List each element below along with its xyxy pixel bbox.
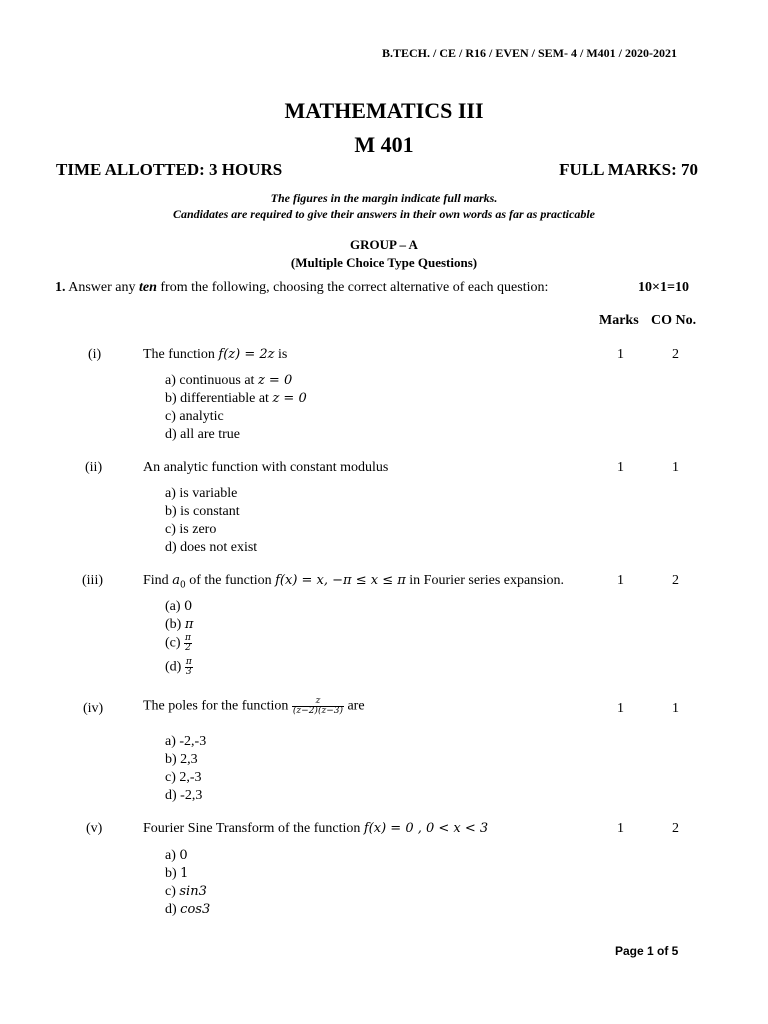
fraction-denominator: 3 bbox=[185, 667, 192, 677]
group-subtitle: (Multiple Choice Type Questions) bbox=[290, 255, 478, 270]
math-subscript: 0 bbox=[179, 580, 186, 591]
question-number: (i) bbox=[88, 347, 102, 362]
option bbox=[165, 485, 257, 503]
option bbox=[165, 883, 210, 901]
option bbox=[165, 598, 193, 616]
subject-code: M 401 bbox=[354, 132, 414, 157]
math-expression: z = 0 bbox=[257, 373, 293, 388]
time-allotted: TIME ALLOTTED: 3 HOURS bbox=[56, 160, 283, 179]
option-label: c) bbox=[165, 770, 176, 785]
fraction-numerator: π bbox=[185, 657, 192, 667]
option-label: (c) bbox=[165, 635, 181, 651]
math-expression: f(x) = 0 , 0 < x < 3 bbox=[363, 821, 489, 836]
option-label: a) bbox=[165, 848, 176, 863]
math-expression: f(z) = 2z bbox=[218, 347, 275, 362]
question-co: 2 bbox=[672, 347, 679, 362]
instruction-note: The figures in the margin indicate full marks. bbox=[270, 191, 498, 205]
question-1-instruction bbox=[55, 280, 548, 296]
math-expression: 1 bbox=[180, 866, 189, 881]
question-number: 1. bbox=[55, 280, 66, 295]
option-label: c) bbox=[165, 884, 176, 899]
option bbox=[165, 901, 210, 919]
option bbox=[165, 865, 210, 883]
option-label: d) bbox=[165, 427, 177, 442]
fraction-denominator: (z−2)(z−3) bbox=[292, 706, 343, 716]
option bbox=[165, 616, 193, 634]
option-label: d) bbox=[165, 902, 177, 917]
option-list bbox=[165, 733, 206, 805]
question-text-part: The poles for the function bbox=[143, 698, 289, 714]
math-expression: f(x) = x, −π ≤ x ≤ π bbox=[275, 573, 406, 588]
option-label: b) bbox=[165, 391, 177, 406]
marks-column-header: Marks bbox=[599, 313, 639, 328]
math-fraction bbox=[184, 634, 192, 653]
option-text: continuous at bbox=[179, 373, 255, 388]
option bbox=[165, 539, 257, 557]
fraction-denominator: 2 bbox=[185, 643, 191, 653]
option-label: c) bbox=[165, 522, 176, 537]
question-marks: 1 bbox=[617, 701, 624, 716]
fraction-numerator: z bbox=[292, 697, 344, 707]
math-symbol: a bbox=[172, 573, 180, 588]
option-label: c) bbox=[165, 409, 176, 424]
question-text-part: Fourier Sine Transform of the function bbox=[143, 821, 361, 836]
option-label: a) bbox=[165, 486, 176, 501]
math-expression bbox=[172, 573, 186, 591]
question-text bbox=[143, 573, 564, 591]
question-text-part: are bbox=[347, 698, 365, 714]
question-text-part: in Fourier series expansion. bbox=[409, 573, 565, 588]
option bbox=[165, 503, 257, 521]
co-column-header: CO No. bbox=[651, 313, 697, 328]
option-label: d) bbox=[165, 788, 177, 803]
option-text: -2,-3 bbox=[179, 734, 207, 749]
question-text bbox=[143, 697, 365, 716]
question-marks: 1 bbox=[617, 347, 624, 362]
option-text: is zero bbox=[179, 522, 217, 537]
option-text: is variable bbox=[179, 486, 238, 501]
question-marks: 1 bbox=[617, 821, 624, 836]
question-1-marks: 10×1=10 bbox=[638, 280, 689, 295]
option-text: 2,-3 bbox=[179, 770, 202, 785]
option bbox=[165, 634, 193, 658]
fraction-numerator: π bbox=[185, 633, 191, 643]
option-text: 2,3 bbox=[180, 752, 198, 767]
group-title: GROUP – A bbox=[350, 237, 418, 252]
option bbox=[165, 733, 206, 751]
question-text-part: The function bbox=[143, 347, 215, 362]
option-text: is constant bbox=[180, 504, 240, 519]
paper-code: B.TECH. / CE / R16 / EVEN / SEM- 4 / M401 / 2020-2021 bbox=[381, 46, 677, 60]
option-text: differentiable at bbox=[180, 391, 269, 406]
math-expression: cos3 bbox=[180, 902, 211, 917]
question-marks: 1 bbox=[617, 460, 624, 475]
option-label: b) bbox=[165, 866, 177, 881]
instruction-text: Answer any bbox=[68, 280, 136, 295]
option-label: (a) bbox=[165, 599, 181, 614]
question-co: 2 bbox=[672, 573, 679, 588]
subject-title: MATHEMATICS III bbox=[284, 98, 484, 123]
page-number: Page 1 of 5 bbox=[615, 944, 679, 958]
question-text: An analytic function with constant modulus bbox=[143, 460, 389, 475]
option-list bbox=[165, 372, 307, 444]
option-label: (b) bbox=[165, 617, 182, 632]
full-marks: FULL MARKS: 70 bbox=[559, 160, 698, 179]
option bbox=[165, 390, 307, 408]
question-text bbox=[143, 347, 287, 363]
question-text-part: is bbox=[278, 347, 288, 362]
option-text: analytic bbox=[179, 409, 224, 424]
option-label: b) bbox=[165, 752, 177, 767]
question-co: 1 bbox=[672, 460, 679, 475]
question-marks: 1 bbox=[617, 573, 624, 588]
option-text: does not exist bbox=[180, 540, 258, 555]
option bbox=[165, 787, 206, 805]
option-list bbox=[165, 847, 210, 919]
option bbox=[165, 769, 206, 787]
question-number: (v) bbox=[86, 821, 103, 836]
option-label: b) bbox=[165, 504, 177, 519]
option-list bbox=[165, 598, 193, 682]
option-list bbox=[165, 485, 257, 557]
instruction-note: Candidates are required to give their answers in their own words as far as practicable bbox=[172, 207, 596, 221]
instruction-text: from the following, choosing the correct alternative of each question: bbox=[160, 280, 549, 295]
option bbox=[165, 658, 193, 682]
math-expression: 0 bbox=[184, 599, 193, 614]
math-expression: z = 0 bbox=[272, 391, 307, 406]
option-label: a) bbox=[165, 373, 176, 388]
option-label: (d) bbox=[165, 659, 182, 675]
math-fraction bbox=[185, 658, 193, 677]
option bbox=[165, 751, 206, 769]
option bbox=[165, 426, 307, 444]
math-expression: π bbox=[184, 617, 194, 632]
option bbox=[165, 521, 257, 539]
math-fraction bbox=[292, 697, 344, 716]
question-co: 2 bbox=[672, 821, 679, 836]
instruction-emphasis: ten bbox=[139, 280, 157, 295]
option bbox=[165, 372, 307, 390]
question-number: (ii) bbox=[85, 460, 103, 475]
question-text bbox=[143, 821, 488, 837]
question-number: (iii) bbox=[82, 573, 103, 588]
question-number: (iv) bbox=[83, 701, 104, 716]
option-text: -2,3 bbox=[180, 788, 203, 803]
question-text-part: Find bbox=[143, 573, 169, 588]
math-expression: 0 bbox=[179, 848, 188, 863]
question-co: 1 bbox=[672, 701, 679, 716]
option-text: all are true bbox=[180, 427, 241, 442]
option-label: d) bbox=[165, 540, 177, 555]
option bbox=[165, 847, 210, 865]
question-text-part: of the function bbox=[189, 573, 272, 588]
option bbox=[165, 408, 307, 426]
option-label: a) bbox=[165, 734, 176, 749]
math-expression: sin3 bbox=[179, 884, 207, 899]
